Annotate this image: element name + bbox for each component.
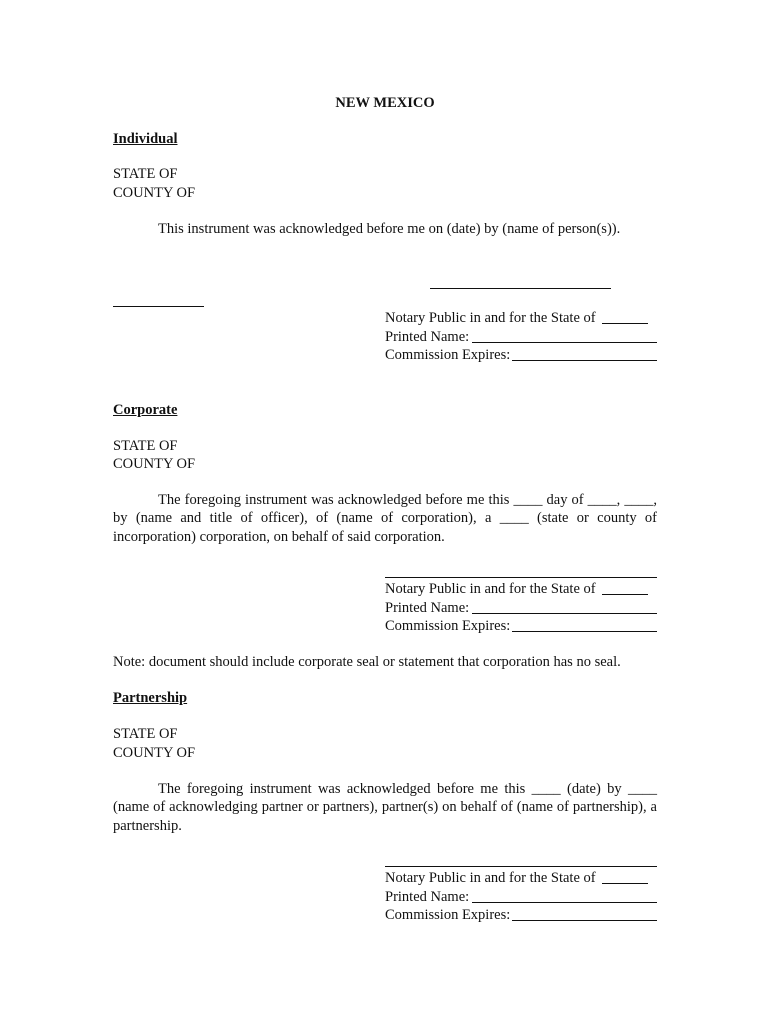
signature-line[interactable] [385, 866, 657, 867]
commission-expires-field[interactable] [512, 360, 657, 361]
county-of-label: COUNTY OF [113, 745, 196, 761]
acknowledgment-text-individual: This instrument was acknowledged before me on (date) by (name of person(s)). [158, 221, 621, 237]
notary-state-label: Notary Public in and for the State of [385, 310, 596, 327]
notary-block-corporate [385, 580, 657, 635]
section-heading-individual: Individual [113, 131, 178, 147]
state-of-label: STATE OF [113, 438, 178, 454]
section-heading-partnership: Partnership [113, 690, 188, 706]
document-title: NEW MEXICO [335, 95, 435, 111]
notary-block-partnership [385, 869, 657, 924]
acknowledgment-text-corporate: The foregoing instrument was acknowledged before me this ____ day of ____, ____, by (name and title of officer), of (name of corporation), a ____ (state or county of incorporation) corporation, on behalf of said corporation. [113, 492, 657, 545]
commission-expires-field[interactable] [512, 631, 657, 632]
commission-expires-field[interactable] [512, 920, 657, 921]
printed-name-field[interactable] [472, 342, 657, 343]
corporate-seal-note: Note: document should include corporate seal or statement that corporation has no seal. [113, 654, 621, 670]
state-of-label: STATE OF [113, 726, 178, 742]
printed-name-field[interactable] [472, 902, 657, 903]
printed-name-label: Printed Name: [385, 328, 470, 345]
commission-expires-label: Commission Expires: [385, 906, 511, 923]
printed-name-field[interactable] [472, 613, 657, 614]
commission-expires-label: Commission Expires: [385, 346, 511, 363]
notary-state-field[interactable] [602, 883, 648, 884]
county-of-label: COUNTY OF [113, 185, 196, 201]
notary-state-label: Notary Public in and for the State of [385, 581, 596, 598]
printed-name-label: Printed Name: [385, 888, 470, 905]
notary-state-field[interactable] [602, 594, 648, 595]
seal-line[interactable] [113, 306, 204, 307]
printed-name-label: Printed Name: [385, 599, 470, 616]
county-of-label: COUNTY OF [113, 456, 196, 472]
signature-line[interactable] [430, 288, 611, 289]
acknowledgment-text-partnership: The foregoing instrument was acknowledged before me this ____ (date) by ____ (name of acknowledging partner or partners), partner(s) on behalf of (name of partnership), a partnership. [113, 781, 657, 834]
commission-expires-label: Commission Expires: [385, 617, 511, 634]
section-heading-corporate: Corporate [113, 402, 178, 418]
notary-state-label: Notary Public in and for the State of [385, 870, 596, 887]
signature-line[interactable] [385, 577, 657, 578]
notary-state-field[interactable] [602, 323, 648, 324]
notary-block-individual [385, 309, 657, 364]
state-of-label: STATE OF [113, 166, 178, 182]
